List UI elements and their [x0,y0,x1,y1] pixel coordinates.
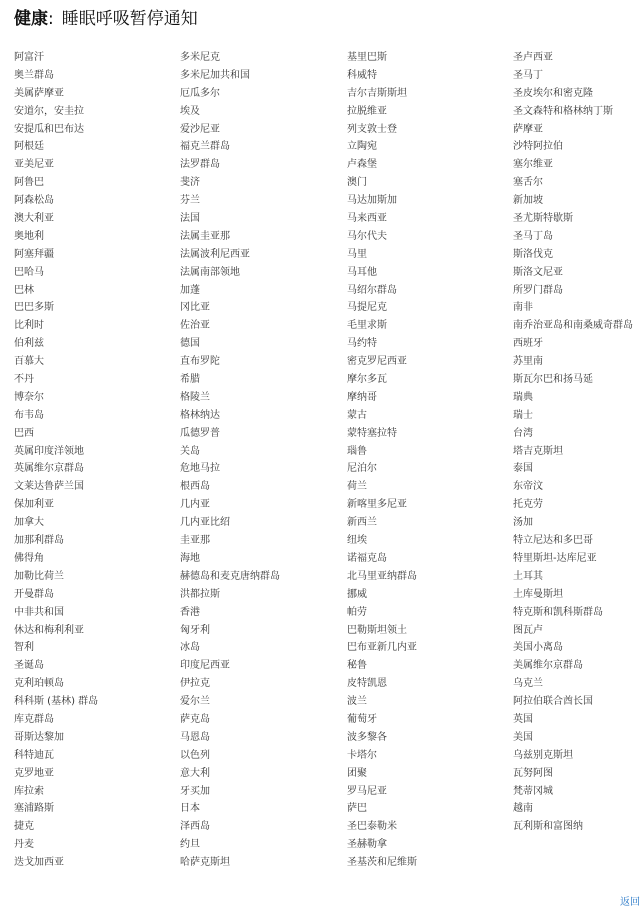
country-column [347,49,512,872]
country-item: 英属印度洋领地 [14,445,84,457]
country-item: 美属维尔京群岛 [513,660,583,672]
country-item: 特克斯和凯科斯群岛 [513,606,603,618]
country-item: 库克群岛 [14,713,54,725]
country-item: 安道尔，安圭拉 [14,105,84,117]
country-item: 圣尤斯特歇斯 [513,213,573,225]
country-item: 开曼群岛 [14,588,54,600]
country-item: 马恩岛 [180,731,210,743]
country-item: 马来西亚 [347,213,387,225]
country-item: 纽埃 [347,535,367,547]
country-item: 梵蒂冈城 [513,785,553,797]
country-item: 文莱达鲁萨兰国 [14,481,84,493]
country-item: 阿森松岛 [14,195,54,207]
country-item: 萨克岛 [180,713,210,725]
country-item: 塞舌尔 [513,177,543,189]
country-item: 伊拉克 [180,678,210,690]
country-item: 基里巴斯 [347,52,387,63]
country-item: 波兰 [347,696,367,708]
country-item: 加那利群岛 [14,535,64,547]
country-item: 卢森堡 [347,159,377,171]
country-item: 葡萄牙 [347,713,377,725]
country-item: 南非 [513,302,533,314]
country-item: 乌兹别克斯坦 [513,749,573,761]
country-item: 沙特阿拉伯 [513,141,563,153]
country-item: 捷克 [14,821,34,833]
country-item: 诺福克岛 [347,552,387,564]
country-item: 冰岛 [180,642,200,654]
country-item: 多米尼加共和国 [180,69,250,81]
country-item: 东帝汶 [513,481,543,493]
country-item: 爱尔兰 [180,696,210,708]
country-item: 加拿大 [14,517,44,529]
country-item: 格林纳达 [180,409,220,421]
country-item: 新喀里多尼亚 [347,499,407,511]
country-item: 根西岛 [180,481,210,493]
country-item: 克罗地亚 [14,767,54,779]
country-item: 拉脱维亚 [347,105,387,117]
country-item: 斯洛伐克 [513,248,553,260]
country-item: 亚美尼亚 [14,159,54,171]
country-item: 帕劳 [347,606,367,618]
country-item: 汤加 [513,517,533,529]
country-item: 百慕大 [14,356,44,368]
country-item: 几内亚 [180,499,210,511]
back-link[interactable]: 返回 [620,897,640,908]
country-item: 马里 [347,248,367,260]
country-item: 马达加斯加 [347,195,397,207]
country-item: 圣巴泰勒米 [347,821,397,833]
page-title [14,8,198,30]
country-item: 中非共和国 [14,606,64,618]
country-item: 土库曼斯坦 [513,588,563,600]
country-item: 科科斯 (基林) 群岛 [14,696,99,708]
country-item: 新西兰 [347,517,377,529]
country-item: 丹麦 [14,839,34,851]
country-item: 美属萨摩亚 [14,87,64,99]
country-item: 加蓬 [180,284,200,296]
country-item: 团聚 [347,767,367,779]
country-item: 波多黎各 [347,731,387,743]
country-item: 萨巴 [347,803,367,815]
country-item: 荷兰 [347,481,367,493]
country-item: 福克兰群岛 [180,141,230,153]
country-item: 阿富汗 [14,52,44,63]
country-item: 圣马丁岛 [513,230,553,242]
country-item: 赫德岛和麦克唐纳群岛 [180,570,280,582]
country-item: 法属南部领地 [180,266,240,278]
country-item: 巴布亚新几内亚 [347,642,417,654]
country-item: 瓦利斯和富图纳 [513,821,583,833]
country-item: 塞尔维亚 [513,159,553,171]
country-item: 印度尼西亚 [180,660,230,672]
country-item: 马绍尔群岛 [347,284,397,296]
country-item: 埃及 [180,105,200,117]
country-item: 意大利 [180,767,210,779]
country-item: 危地马拉 [180,463,220,475]
country-item: 尼泊尔 [347,463,377,475]
country-item: 克利珀顿岛 [14,678,64,690]
country-item: 蒙特塞拉特 [347,427,397,439]
country-item: 圣皮埃尔和密克隆 [513,87,593,99]
country-item: 哈萨克斯坦 [180,857,230,869]
country-item: 瓦努阿图 [513,767,553,779]
country-item: 直布罗陀 [180,356,220,368]
country-item: 所罗门群岛 [513,284,563,296]
country-item: 斐济 [180,177,200,189]
country-item: 奥兰群岛 [14,69,54,81]
country-item: 厄瓜多尔 [180,87,220,99]
country-item: 佛得角 [14,552,44,564]
country-item: 匈牙利 [180,624,210,636]
country-item: 巴勒斯坦领土 [347,624,407,636]
country-item: 多米尼克 [180,52,220,63]
country-item: 特里斯坦-达库尼亚 [513,552,597,564]
country-item: 摩纳哥 [347,391,377,403]
country-item: 苏里南 [513,356,543,368]
country-item: 斯瓦尔巴和扬马延 [513,374,593,386]
country-item: 圣马丁 [513,69,543,81]
country-item: 越南 [513,803,533,815]
country-item: 塔吉克斯坦 [513,445,563,457]
country-item: 海地 [180,552,200,564]
country-item: 土耳其 [513,570,543,582]
country-item: 迭戈加西亚 [14,857,64,869]
country-item: 特立尼达和多巴哥 [513,535,593,547]
country-item: 不丹 [14,374,34,386]
country-item: 托克劳 [513,499,543,511]
country-item: 立陶宛 [347,141,377,153]
country-item: 科特迪瓦 [14,749,54,761]
country-item: 圣诞岛 [14,660,44,672]
country-item: 牙买加 [180,785,210,797]
page-title-prefix: 健康 [14,9,48,29]
country-item: 法国 [180,213,200,225]
country-item: 圣卢西亚 [513,52,553,63]
country-item: 博奈尔 [14,391,44,403]
country-item: 蒙古 [347,409,367,421]
country-item: 安提瓜和巴布达 [14,123,84,135]
country-item: 皮特凯恩 [347,678,387,690]
country-item: 吉尔吉斯斯坦 [347,87,407,99]
country-item: 冈比亚 [180,302,210,314]
country-item: 英国 [513,713,533,725]
country-item: 澳大利亚 [14,213,54,225]
country-item: 英属维尔京群岛 [14,463,84,475]
country-item: 法属波利尼西亚 [180,248,250,260]
country-item: 巴哈马 [14,266,44,278]
country-item: 巴西 [14,427,34,439]
country-item: 德国 [180,338,200,350]
country-item: 马耳他 [347,266,377,278]
country-item: 马提尼克 [347,302,387,314]
country-item: 泰国 [513,463,533,475]
country-item: 巴巴多斯 [14,302,54,314]
country-item: 挪威 [347,588,367,600]
country-item: 佐治亚 [180,320,210,332]
country-item: 圣赫勒拿 [347,839,387,851]
country-item: 马尔代夫 [347,230,387,242]
country-item: 瑞典 [513,391,533,403]
country-item: 萨摩亚 [513,123,543,135]
country-item: 休达和梅利利亚 [14,624,84,636]
country-item: 日本 [180,803,200,815]
country-column [14,49,179,872]
country-item: 法属圭亚那 [180,230,230,242]
country-item: 圣文森特和格林纳丁斯 [513,105,613,117]
country-item: 阿塞拜疆 [14,248,54,260]
country-item: 约旦 [180,839,200,851]
country-item: 瑞士 [513,409,533,421]
country-item: 卡塔尔 [347,749,377,761]
country-item: 列支敦士登 [347,123,397,135]
country-item: 瓜德罗普 [180,427,220,439]
country-item: 阿鲁巴 [14,177,44,189]
page-title-text: 睡眠呼吸暂停通知 [61,9,198,29]
country-item: 密克罗尼西亚 [347,356,407,368]
country-item: 罗马尼亚 [347,785,387,797]
country-item: 毛里求斯 [347,320,387,332]
country-item: 爱沙尼亚 [180,123,220,135]
country-item: 新加坡 [513,195,543,207]
country-item: 摩尔多瓦 [347,374,387,386]
country-item: 香港 [180,606,200,618]
country-item: 西班牙 [513,338,543,350]
country-item: 哥斯达黎加 [14,731,64,743]
country-item: 斯洛文尼亚 [513,266,563,278]
country-item: 阿拉伯联合酋长国 [513,696,593,708]
page-title-separator: : [48,9,54,29]
country-item: 乌克兰 [513,678,543,690]
country-item: 圭亚那 [180,535,210,547]
country-item: 伯利兹 [14,338,44,350]
country-item: 美国小离岛 [513,642,563,654]
country-column [180,49,345,872]
country-column [513,49,640,836]
country-item: 库拉索 [14,785,44,797]
country-item: 法罗群岛 [180,159,220,171]
country-item: 圣基茨和尼维斯 [347,857,417,869]
country-item: 科威特 [347,69,377,81]
country-item: 秘鲁 [347,660,367,672]
country-item: 南乔治亚岛和南桑威奇群岛 [513,320,633,332]
country-item: 智利 [14,642,34,654]
country-item: 芬兰 [180,195,200,207]
country-item: 几内亚比绍 [180,517,230,529]
country-item: 洪都拉斯 [180,588,220,600]
country-item: 奥地利 [14,230,44,242]
country-item: 澳门 [347,177,367,189]
country-item: 以色列 [180,749,210,761]
country-item: 图瓦卢 [513,624,543,636]
country-item: 北马里亚纳群岛 [347,570,417,582]
country-item: 巴林 [14,284,34,296]
country-item: 美国 [513,731,533,743]
country-item: 台湾 [513,427,533,439]
country-item: 保加利亚 [14,499,54,511]
country-item: 比利时 [14,320,44,332]
country-item: 塞浦路斯 [14,803,54,815]
country-item: 加勒比荷兰 [14,570,64,582]
country-item: 希腊 [180,374,200,386]
country-item: 关岛 [180,445,200,457]
country-item: 阿根廷 [14,141,44,153]
country-item: 泽西岛 [180,821,210,833]
country-item: 格陵兰 [180,391,210,403]
country-item: 马约特 [347,338,377,350]
country-item: 布韦岛 [14,409,44,421]
country-item: 瑙鲁 [347,445,367,457]
